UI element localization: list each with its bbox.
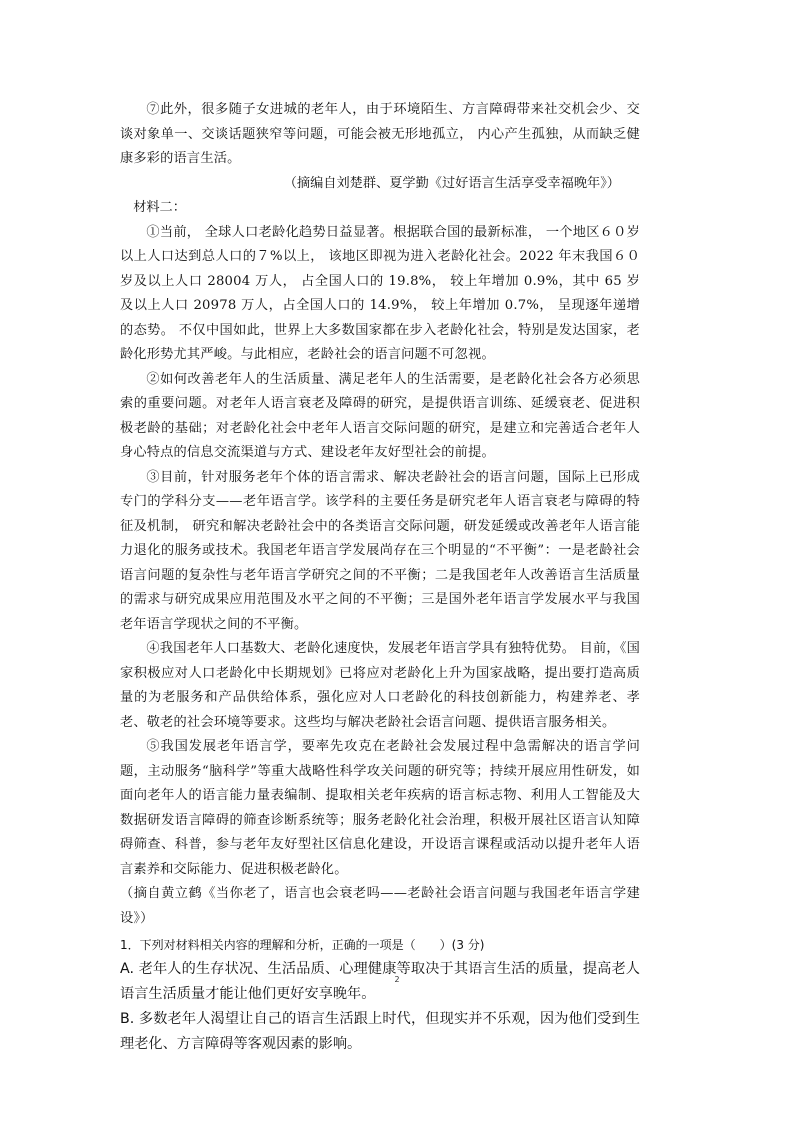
question-1-stem: 1．下列对材料相关内容的理解和分析，正确的一项是（ ）(3 分) xyxy=(120,938,485,952)
material-one-paragraph-7: ⑦此外，很多随子女进城的老年人，由于环境陌生、方言障碍带来社交机会少、交谈对象单一、交谈话题狭窄等问题，可能会被无形地孤立， 内心产生孤独，从而缺乏健康多彩的语言生活。 xyxy=(120,102,640,166)
material-one-source: （摘编自刘楚群、夏学勤《过好语言生活享受幸福晚年》） xyxy=(283,175,620,191)
material-two-label: 材料二： xyxy=(133,200,186,215)
material-two-source: （摘自黄立鹤《当你老了，语言也会衰老吗——老龄社会语言问题与我国老年语言学建设》） xyxy=(120,886,640,926)
question-1-option-b: B. 多数老年人渴望让自己的语言生活跟上时代，但现实并不乐观，因为他们受到生理老化、方言障碍等客观因素的影响。 xyxy=(120,1011,640,1052)
material-two-paragraph-5: ⑤我国发展老年语言学，要率先攻克在老龄社会发展过程中急需解决的语言学问题，主动服务“脑科学”等重大战略性科学攻关问题的研究等；持续开展应用性研发，如面向老年人的语言能力量表编制、提取相关老年疾病的语言标志物、利用人工智能及大数据研发语言障碍的筛查诊断系统等；服务老龄化社会治理，积极开展社区语言认知障碍筛查、科普，参与老年友好型社区信息化建设，开设语言课程或活动以提升老年人语言素养和交际能力、促进积极老龄化。 xyxy=(120,739,640,877)
page-content xyxy=(120,98,640,1057)
question-1-option-a: A. 老年人的生存状况、生活品质、心理健康等取决于其语言生活的质量，提高老人语言生活质量才能让他们更好安享晚年。 xyxy=(120,961,640,1002)
material-two-paragraph-1: ①当前， 全球人口老龄化趋势日益显著。根据联合国的最新标准， 一个地区６０岁以上人口达到总人口的７%以上， 该地区即视为进入老龄化社会。2022 年末我国６０岁及以上人口 28004 万人， 占全国人口的 19.8%， 较上年增加 0.9%，其中 65 岁及以上人口 20978 万人，占全国人口的 14.9%， 较上年增加 0.7%， 呈现逐年递增的态势。 不仅中国如此，世界上大多数国家都在步入老龄化社会，特别是发达国家，老龄化形势尤其严峻。与此相应，老龄社会的语言问题不可忽视。 xyxy=(120,224,640,362)
material-two-paragraph-3: ③目前，针对服务老年个体的语言需求、解决老龄社会的语言问题，国际上已形成专门的学科分支——老年语言学。该学科的主要任务是研究老年人语言衰老与障碍的特征及机制， 研究和解决老龄社会中的各类语言交际问题，研发延缓或改善老年人语言能力退化的服务或技术。我国老年语言学发展尚存在三个明显的“不平衡”：一是老龄社会语言问题的复杂性与老年语言学研究之间的不平衡；二是我国老年人改善语言生活质量的需求与研究成果应用范围及水平之间的不平衡；三是国外老年语言学发展水平与我国老年语言学现状之间的不平衡。 xyxy=(120,469,640,632)
material-two-paragraph-4: ④我国老年人口基数大、老龄化速度快，发展老年语言学具有独特优势。 目前，《国家积极应对人口老龄化中长期规划》已将应对老龄化上升为国家战略，提出要打造高质量的为老服务和产品供给体系，强化应对人口老龄化的科技创新能力，构建养老、孝老、敬老的社会环境等要求。这些均与解决老龄社会语言问题、提供语言服务相关。 xyxy=(120,641,640,730)
page-number: 2 xyxy=(394,975,400,984)
material-two-paragraph-2: ②如何改善老年人的生活质量、满足老年人的生活需要，是老龄化社会各方必须思索的重要问题。对老年人语言衰老及障碍的研究，是提供语言训练、延缓衰老、促进积极老龄的基础；对老龄化社会中老年人语言交际问题的研究，是建立和完善适合老年人身心特点的信息交流渠道与方式、建设老年友好型社会的前提。 xyxy=(120,371,640,460)
